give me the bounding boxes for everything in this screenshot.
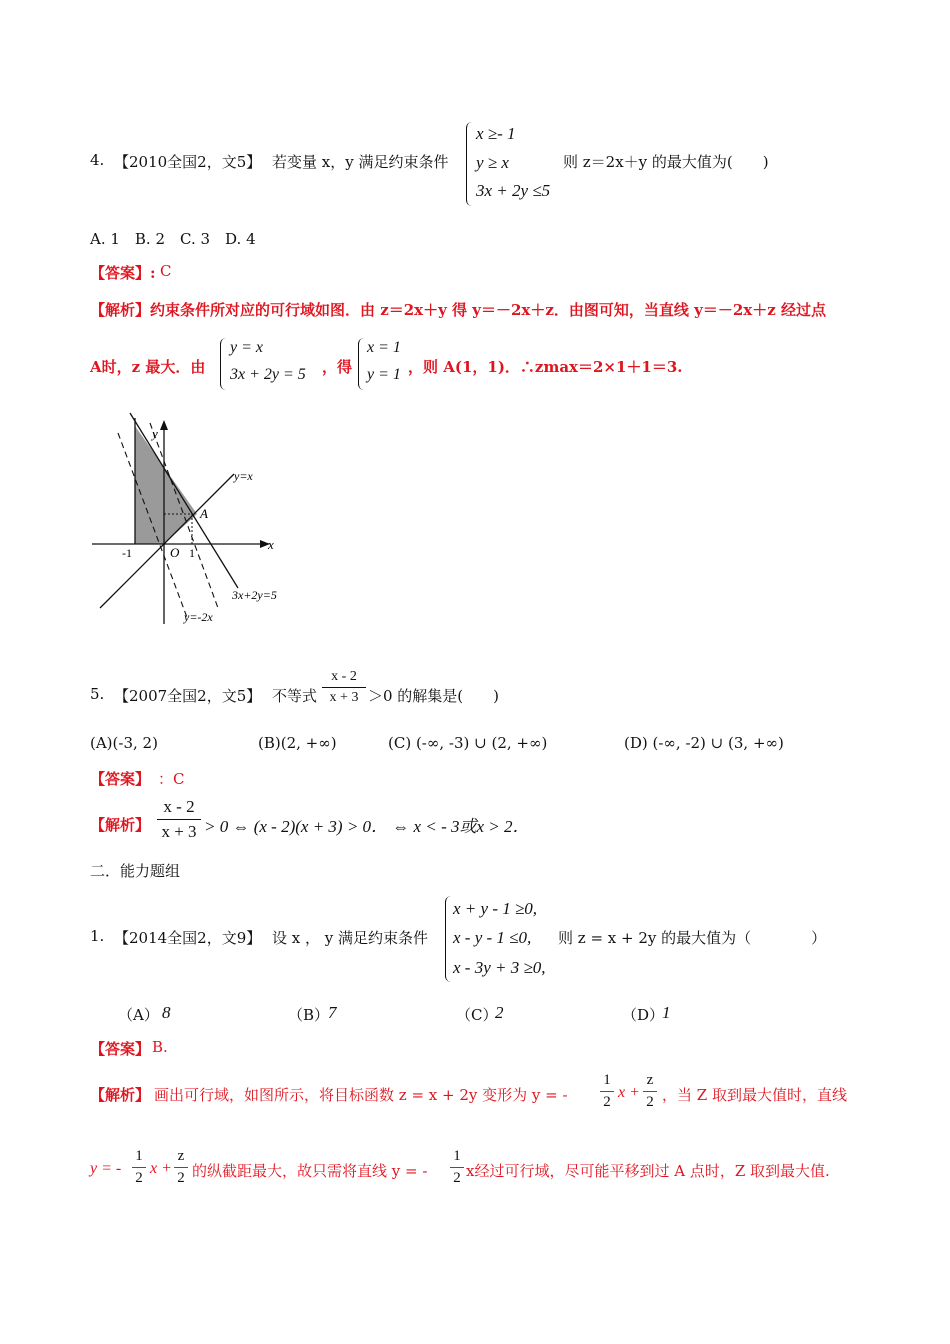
q1-line2-c: 的纵截距最大，故只需将直线 y = - (192, 1162, 428, 1180)
q5-option-b: (B)(2, +∞) (258, 734, 337, 752)
q4-stem: 若变量 x，y 满足约束条件 (272, 153, 449, 171)
q1-analysis-label: 【解析】 (90, 1086, 151, 1104)
q1-half-fraction (600, 1072, 614, 1111)
y-axis-arrow (160, 420, 168, 430)
q4-system1-line1: y = x (230, 339, 263, 356)
feasible-region (135, 426, 197, 544)
q1-answer-label: 【答案】 (90, 1040, 151, 1058)
q5-answer: ：C (158, 770, 185, 788)
q1-z-den: 2 (646, 1094, 654, 1110)
q1-option-c-label: （C） (456, 1006, 498, 1024)
q5-option-d: (D) (-∞, -2) ∪ (3, +∞) (624, 734, 784, 752)
q5-option-a: (A)(-3, 2) (90, 734, 158, 752)
q1-stem: 设 x ， y 满足约束条件 (272, 929, 429, 947)
q4-constraint-1: x ≥- 1 (476, 124, 516, 143)
q4-answer: C (160, 262, 172, 280)
q1-constraint-1: x + y - 1 ≥0, (453, 899, 538, 918)
label-tick-neg1: -1 (122, 546, 132, 560)
q1-number: 1. (90, 927, 105, 945)
q4-constraint-3: 3x + 2y ≤5 (476, 181, 551, 200)
q5-fraction-num: x - 2 (331, 669, 357, 684)
label-tick-1: 1 (189, 546, 195, 560)
q5-answer-label: 【答案】 (90, 770, 151, 788)
q5-fraction-den: x + 3 (329, 690, 359, 705)
label-y-neg2x: y=-2x (184, 610, 213, 624)
q5-analysis-label: 【解析】 (90, 816, 151, 834)
y-axis-label: y (152, 426, 158, 441)
q5-analysis-num: x - 2 (163, 797, 195, 816)
q5-number: 5. (90, 685, 105, 703)
q1-analysis-a: 画出可行域，如图所示，将目标函数 z = x + 2y 变形为 y = - (154, 1086, 568, 1104)
q4-system2-line2: y = 1 (367, 366, 401, 383)
q1-source: 【2014全国2，文9】 (114, 929, 262, 947)
q4-analysis-line1: 【解析】约束条件所对应的可行域如图．由 z＝2x＋y 得 y＝－2x＋z．由图可知，当直线 y＝－2x＋z 经过点 (90, 301, 826, 319)
q4-constraint-2: y ≥ x (476, 153, 509, 172)
q1-line2-half-num-2: 1 (453, 1148, 461, 1164)
q1-half-num: 1 (603, 1072, 611, 1088)
q4-system1-line2: 3x + 2y = 5 (230, 366, 306, 383)
q5-fraction (322, 669, 366, 706)
q5-option-c: (C) (-∞, -3) ∪ (2, +∞) (388, 734, 548, 752)
q1-half-den: 2 (603, 1094, 611, 1110)
q1-option-b: 7 (328, 1003, 337, 1022)
q1-line2-half-den: 2 (135, 1170, 143, 1186)
q1-stem-end: 则 z = x + 2y 的最大值为（ ） (558, 929, 827, 947)
q4-stem-end: 则 z＝2x＋y 的最大值为( ) (563, 153, 769, 171)
q1-constraint-2: x - y - 1 ≤0, (453, 928, 532, 947)
q4-system2-line1: x = 1 (367, 339, 401, 356)
q1-line2-half-fraction-2 (450, 1148, 464, 1187)
q1-line2-half-num: 1 (135, 1148, 143, 1164)
q1-answer: B. (152, 1038, 168, 1056)
q4-number: 4. (90, 151, 105, 169)
q4-system1-brace (220, 338, 229, 390)
q4-answer-label: 【答案】: (90, 264, 156, 282)
q1-line2-z-num: z (177, 1148, 185, 1164)
q4-analysis-a: A时，z 最大．由 (90, 358, 206, 376)
q1-line2-a: y = - (90, 1160, 122, 1177)
label-y-equals-x: y=x (234, 469, 253, 483)
q4-options: A. 1 B. 2 C. 3 D. 4 (90, 230, 256, 248)
q5-stem: 不等式 (272, 687, 318, 705)
q1-option-d-label: （D） (622, 1006, 665, 1024)
q1-z-fraction (643, 1072, 657, 1111)
feasible-region-graph (88, 408, 298, 633)
q1-line2-z-fraction (174, 1148, 188, 1187)
q5-stem-end: ＞0 的解集是( ) (368, 687, 500, 705)
label-origin: O (170, 545, 180, 560)
q1-line2-b: x + (150, 1160, 172, 1177)
x-axis-label: x (268, 537, 274, 552)
q5-analysis-den: x + 3 (161, 822, 197, 841)
q1-option-b-label: （B） (288, 1006, 330, 1024)
q4-analysis-c: ，则 A(1，1)．∴zmax＝2×1＋1＝3. (408, 358, 683, 376)
q4-constraint-brace (466, 122, 475, 206)
q5-analysis-rest: > 0 ⇔ (x - 2)(x + 3) > 0． ⇔ x < - 3或x > 2． (204, 817, 530, 836)
q1-line2-d: x经过可行域，尽可能平移到过 A 点时，Z 取到最大值. (466, 1162, 830, 1180)
q1-analysis-c: ，当 Z 取到最大值时，直线 (662, 1086, 847, 1104)
q1-line2-half-den-2: 2 (453, 1170, 461, 1186)
q4-analysis-b: ，得 (322, 358, 353, 376)
q1-analysis-b: x + (618, 1084, 640, 1101)
q1-z-num: z (646, 1072, 654, 1088)
q4-source: 【2010全国2，文5】 (114, 153, 262, 171)
q1-line2-z-den: 2 (177, 1170, 185, 1186)
q1-constraint-3: x - 3y + 3 ≥0, (453, 958, 546, 977)
q1-option-c: 2 (495, 1003, 504, 1022)
q5-analysis-fraction (157, 797, 201, 842)
q5-source: 【2007全国2，文5】 (114, 687, 262, 705)
label-point-a: A (200, 506, 208, 521)
label-3x-2y-5: 3x+2y=5 (232, 588, 277, 602)
q1-option-d: 1 (662, 1003, 671, 1022)
section-heading: 二．能力题组 (90, 862, 181, 880)
q1-option-a-label: （A） (118, 1006, 159, 1024)
q1-option-a: 8 (162, 1003, 171, 1022)
q1-line2-half-fraction (132, 1148, 146, 1187)
q4-system2-brace (358, 338, 367, 390)
